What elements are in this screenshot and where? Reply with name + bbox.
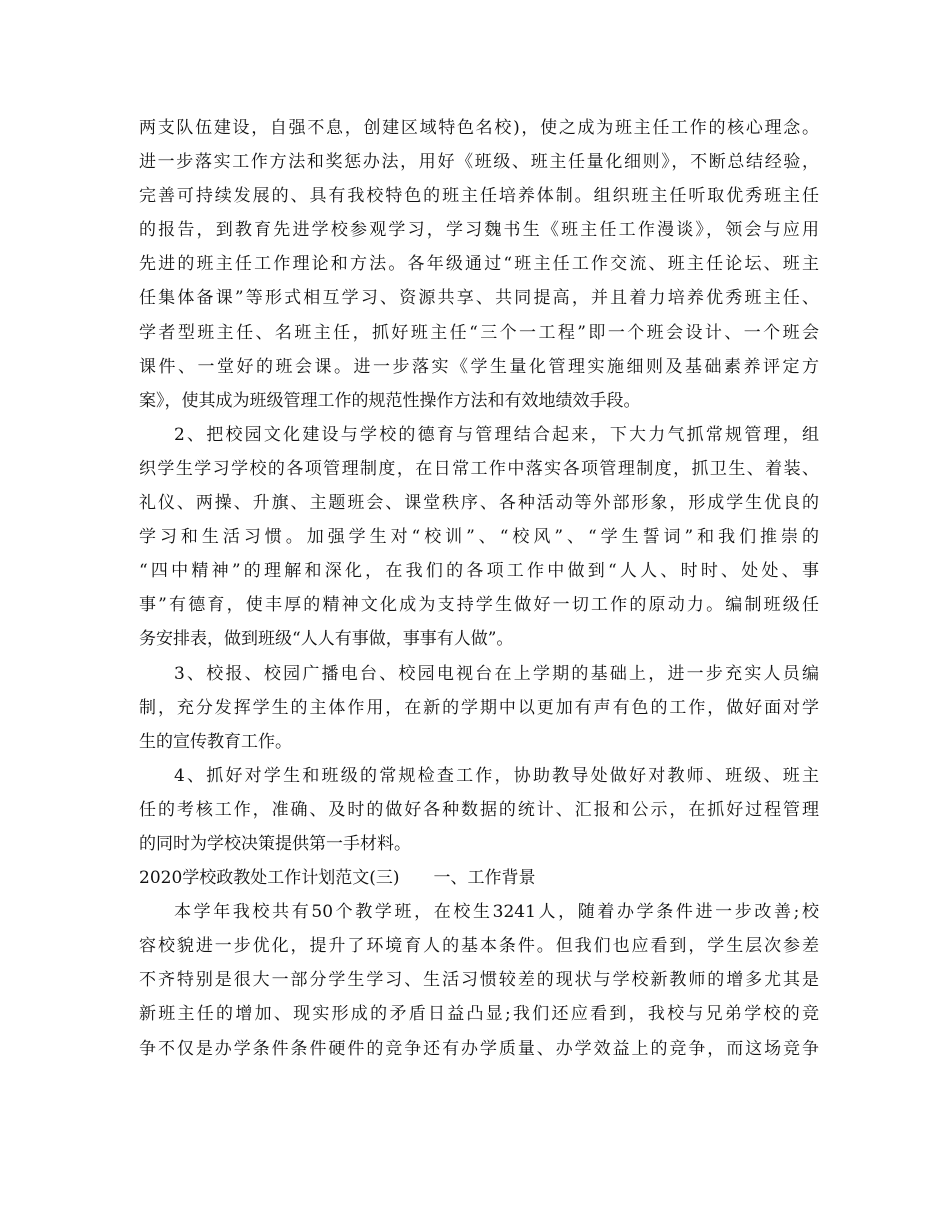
text-line: 的同时为学校决策提供第一手材料。 xyxy=(139,833,411,854)
text-line: 务安排表，做到班级“人人有事做，事事有人做”。 xyxy=(139,629,514,650)
text-line: 进一步落实工作方法和奖惩办法，用好《班级、班主任量化细则》，不断总结经验， xyxy=(139,152,819,173)
text-line: 事”有德育，使丰厚的精神文化成为支持学生做好一切工作的原动力。编制班级任 xyxy=(139,595,819,616)
document-body xyxy=(139,111,819,1066)
text-line: 4、抓好对学生和班级的常规检查工作，协助教导处做好对教师、班级、班主 xyxy=(174,765,819,786)
text-line: 2、把校园文化建设与学校的德育与管理结合起来，下大力气抓常规管理，组 xyxy=(174,424,819,445)
text-line: 3、校报、校园广播电台、校园电视台在上学期的基础上，进一步充实人员编 xyxy=(174,663,819,684)
text-line: 生的宣传教育工作。 xyxy=(139,731,292,752)
text-line: 不齐特别是很大一部分学生学习、生活习惯较差的现状与学校新教师的增多尤其是 xyxy=(139,970,819,991)
text-line: 新班主任的增加、现实形成的矛盾日益凸显;我们还应看到，我校与兄弟学校的竞 xyxy=(139,1004,819,1025)
text-line: 制，充分发挥学生的主体作用，在新的学期中以更加有声有色的工作，做好面对学 xyxy=(139,697,819,718)
text-line: 本学年我校共有50个教学班，在校生3241人，随着办学条件进一步改善;校 xyxy=(174,902,819,923)
text-line: 学习和生活习惯。加强学生对“校训”、“校风”、“学生誓词”和我们推崇的 xyxy=(139,527,819,548)
text-line: 容校貌进一步优化，提升了环境育人的基本条件。但我们也应看到，学生层次参差 xyxy=(139,936,819,957)
text-line: 课件、一堂好的班会课。进一步落实《学生量化管理实施细则及基础素养评定方 xyxy=(139,356,819,377)
text-line: 案》，使其成为班级管理工作的规范性操作方法和有效地绩效手段。 xyxy=(139,390,641,411)
text-line: 的报告，到教育先进学校参观学习，学习魏书生《班主任工作漫谈》，领会与应用 xyxy=(139,220,819,241)
text-line: “四中精神”的理解和深化，在我们的各项工作中做到“人人、时时、处处、事 xyxy=(139,561,819,582)
text-line: 学者型班主任、名班主任，抓好班主任“三个一工程”即一个班会设计、一个班会 xyxy=(139,322,819,343)
text-line: 2020学校政教处工作计划范文(三) 一、工作背景 xyxy=(139,868,536,889)
text-line: 完善可持续发展的、具有我校特色的班主任培养体制。组织班主任听取优秀班主任 xyxy=(139,186,819,207)
text-line: 先进的班主任工作理论和方法。各年级通过“班主任工作交流、班主任论坛、班主 xyxy=(139,254,819,275)
text-line: 争不仅是办学条件条件硬件的竞争还有办学质量、办学效益上的竞争，而这场竞争 xyxy=(139,1038,819,1059)
text-line: 两支队伍建设，自强不息，创建区域特色名校)，使之成为班主任工作的核心理念。 xyxy=(139,118,819,138)
text-line: 任集体备课”等形式相互学习、资源共享、共同提高，并且着力培养优秀班主任、 xyxy=(139,288,819,309)
text-line: 礼仪、两操、升旗、主题班会、课堂秩序、各种活动等外部形象，形成学生优良的 xyxy=(139,493,819,514)
text-line: 织学生学习学校的各项管理制度，在日常工作中落实各项管理制度，抓卫生、着装、 xyxy=(139,458,819,479)
text-line: 任的考核工作，准确、及时的做好各种数据的统计、汇报和公示，在抓好过程管理 xyxy=(139,799,819,820)
